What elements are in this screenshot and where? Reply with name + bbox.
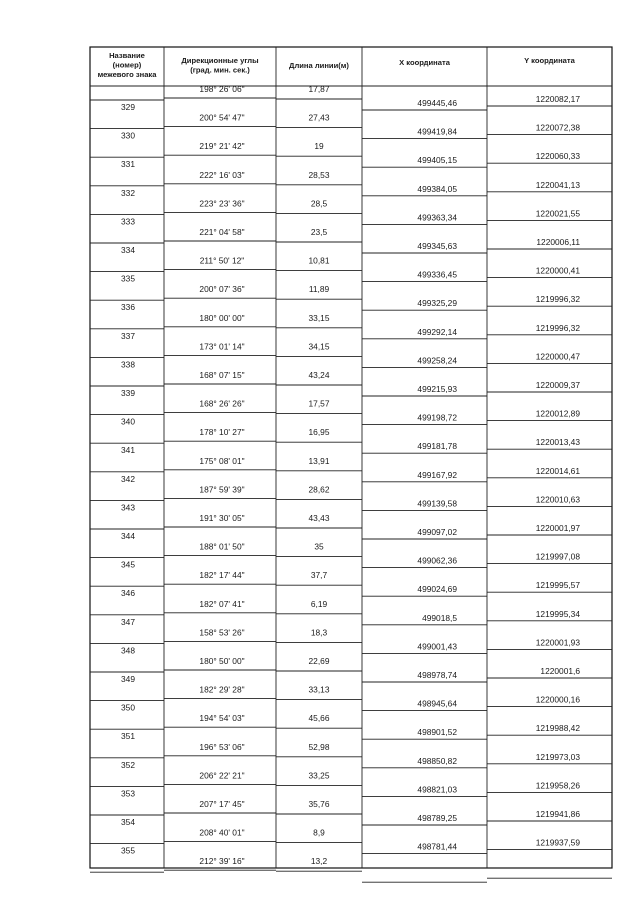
- y-coordinate: 1219941,86: [535, 809, 580, 819]
- x-coordinate: 499062,36: [417, 555, 457, 566]
- header-x: X координата: [399, 58, 450, 67]
- direction-angle: 222° 16' 03": [199, 169, 245, 180]
- point-name: 353: [121, 788, 135, 799]
- line-length: 13,2: [310, 856, 328, 867]
- x-coordinate: 499336,45: [417, 269, 457, 280]
- header-angle-line: (град. мин. сек.): [190, 65, 250, 75]
- y-coordinate: 1220000,47: [535, 351, 580, 362]
- direction-angle: 211° 50' 12": [199, 255, 245, 266]
- line-length: 6,19: [310, 598, 328, 609]
- direction-angle: 198° 26' 06": [199, 84, 245, 94]
- point-name: 335: [121, 273, 135, 284]
- direction-angle: 188° 01' 50": [199, 541, 245, 552]
- point-name: 346: [121, 588, 135, 599]
- x-coordinate: 499139,58: [417, 498, 457, 509]
- direction-angle: 168° 07' 15": [199, 370, 245, 380]
- direction-angle: 168° 26' 26": [199, 398, 245, 409]
- direction-angle: 206° 22' 21": [199, 770, 245, 781]
- header-name-line: (номер): [112, 60, 142, 70]
- line-length: 45,66: [308, 713, 330, 724]
- direction-angle: 187° 59' 39": [199, 484, 245, 495]
- line-length: 11,89: [308, 284, 330, 295]
- point-name: 334: [121, 245, 135, 255]
- line-length: 34,15: [308, 341, 330, 352]
- line-length: 27,43: [308, 112, 330, 123]
- x-coordinate: 499001,43: [417, 641, 457, 652]
- x-coordinate: 499097,02: [417, 527, 457, 537]
- point-name: 355: [121, 845, 135, 856]
- direction-angle: 178° 10' 27": [199, 427, 245, 438]
- point-name: 352: [121, 759, 135, 770]
- x-coordinate: 499198,72: [417, 412, 457, 423]
- x-coordinate: 498978,74: [417, 670, 457, 680]
- line-length: 8,9: [313, 827, 325, 838]
- line-length: 19: [314, 141, 324, 152]
- y-coordinate: 1219997,08: [535, 551, 580, 562]
- direction-angle: 212° 39' 16": [199, 856, 245, 867]
- x-coordinate: 499181,78: [417, 441, 457, 452]
- line-length: 33,13: [308, 684, 330, 695]
- point-name: 354: [121, 817, 135, 827]
- point-name: 347: [121, 616, 135, 627]
- direction-angle: 180° 50' 00": [199, 656, 245, 666]
- y-coordinate: 1220009,37: [535, 380, 580, 390]
- line-length: 16,95: [308, 427, 330, 438]
- x-coordinate: 499405,15: [417, 155, 457, 166]
- header-angle-line: Дирекционные углы: [181, 56, 259, 65]
- y-coordinate: 1220006,11: [536, 237, 580, 247]
- direction-angle: 196° 53' 06": [199, 741, 245, 752]
- direction-angle: 158° 53' 26": [199, 627, 245, 638]
- y-coordinate: 1220001,93: [535, 637, 580, 648]
- header-name-line: межевого знака: [97, 70, 157, 79]
- y-coordinate: 1219973,03: [535, 751, 580, 762]
- x-coordinate: 499292,14: [417, 326, 457, 337]
- y-coordinate: 1220082,17: [535, 94, 580, 104]
- line-length: 10,81: [308, 255, 330, 266]
- point-name: 329: [121, 102, 135, 112]
- line-length: 17,87: [308, 84, 330, 94]
- header-length: Длина линии(м): [289, 61, 349, 70]
- x-coordinate: 499363,34: [417, 212, 457, 223]
- header-name-line: Название: [109, 51, 145, 60]
- direction-angle: 191° 30' 05": [199, 513, 245, 523]
- y-coordinate: 1220010,63: [535, 494, 580, 505]
- y-coordinate: 1220072,38: [535, 122, 580, 133]
- direction-angle: 200° 07' 36": [199, 284, 245, 295]
- y-coordinate: 1219958,26: [535, 780, 580, 791]
- direction-angle: 219° 21' 42": [199, 141, 245, 152]
- x-coordinate: 499325,29: [417, 298, 457, 309]
- y-coordinate: 1219988,42: [535, 723, 580, 734]
- x-coordinate: 498821,03: [417, 784, 457, 795]
- point-name: 339: [121, 388, 135, 398]
- direction-angle: 182° 07' 41": [199, 598, 245, 609]
- point-name: 350: [121, 702, 135, 713]
- line-length: 28,62: [308, 484, 330, 495]
- point-name: 351: [121, 731, 135, 742]
- direction-angle: 180° 00' 00": [199, 312, 245, 323]
- direction-angle: 208° 40' 01": [199, 827, 245, 838]
- direction-angle: 182° 17' 44": [199, 570, 245, 581]
- point-name: 348: [121, 645, 135, 656]
- direction-angle: 194° 54' 03": [199, 713, 245, 724]
- line-length: 35,76: [308, 799, 330, 809]
- x-coordinate: 499018,5: [422, 612, 457, 623]
- line-length: 33,15: [308, 312, 330, 323]
- direction-angle: 221° 04' 58": [199, 227, 245, 237]
- direction-angle: 200° 54' 47": [199, 112, 245, 123]
- line-length: 17,57: [308, 398, 330, 409]
- x-coordinate: 499345,63: [417, 241, 457, 251]
- line-length: 22,69: [308, 656, 330, 666]
- y-coordinate: 1220021,55: [535, 208, 580, 219]
- x-coordinate: 499384,05: [417, 183, 457, 194]
- y-coordinate: 1219937,59: [535, 837, 580, 848]
- line-length: 43,24: [308, 370, 330, 380]
- line-length: 52,98: [308, 741, 330, 752]
- y-coordinate: 1220012,89: [535, 408, 580, 419]
- line-length: 35: [314, 541, 324, 552]
- direction-angle: 173° 01' 14": [199, 341, 245, 352]
- point-name: 330: [121, 130, 135, 141]
- point-name: 336: [121, 302, 135, 313]
- line-length: 43,43: [308, 513, 330, 523]
- direction-angle: 223° 23' 36": [199, 198, 245, 209]
- y-coordinate: 1220060,33: [535, 151, 580, 162]
- x-coordinate: 499419,84: [417, 126, 457, 137]
- line-length: 13,91: [308, 455, 330, 466]
- y-coordinate: 1219995,34: [535, 608, 580, 619]
- y-coordinate: 1219996,32: [535, 294, 580, 305]
- line-length: 28,53: [308, 169, 330, 180]
- point-name: 342: [121, 473, 135, 484]
- point-name: 337: [121, 330, 135, 341]
- y-coordinate: 1220000,41: [535, 265, 580, 276]
- point-name: 345: [121, 559, 135, 570]
- point-name: 341: [121, 445, 135, 456]
- x-coordinate: 499024,69: [417, 584, 457, 595]
- line-length: 18,3: [310, 627, 328, 638]
- y-coordinate: 1220001,97: [535, 523, 580, 533]
- x-coordinate: 499167,92: [417, 469, 457, 480]
- line-length: 37,7: [310, 570, 328, 581]
- x-coordinate: 499215,93: [417, 384, 457, 394]
- x-coordinate: 498901,52: [417, 727, 457, 738]
- direction-angle: 182° 29' 28": [199, 684, 245, 695]
- y-coordinate: 1219996,32: [535, 322, 580, 333]
- direction-angle: 207° 17' 45": [199, 799, 245, 809]
- y-coordinate: 1220041,13: [535, 179, 580, 190]
- line-length: 23,5: [310, 227, 328, 237]
- x-coordinate: 498850,82: [417, 755, 457, 766]
- y-coordinate: 1220014,61: [535, 465, 580, 476]
- point-name: 340: [121, 416, 135, 427]
- x-coordinate: 498781,44: [417, 841, 457, 852]
- y-coordinate: 1219995,57: [535, 580, 580, 591]
- y-coordinate: 1220001,6: [540, 666, 580, 676]
- point-name: 349: [121, 674, 135, 684]
- line-length: 28,5: [310, 198, 328, 209]
- point-name: 333: [121, 216, 135, 227]
- point-name: 338: [121, 359, 135, 370]
- y-coordinate: 1220000,16: [535, 694, 580, 705]
- line-length: 33,25: [308, 770, 330, 781]
- x-coordinate: 498945,64: [417, 698, 457, 709]
- point-name: 331: [121, 159, 135, 170]
- point-name: 344: [121, 531, 135, 541]
- direction-angle: 175° 08' 01": [199, 455, 245, 466]
- point-name: 343: [121, 502, 135, 513]
- x-coordinate: 499445,46: [417, 98, 457, 108]
- header-y: Y координата: [524, 56, 575, 65]
- y-coordinate: 1220013,43: [535, 437, 580, 448]
- x-coordinate: 499258,24: [417, 355, 457, 366]
- x-coordinate: 498789,25: [417, 813, 457, 823]
- point-name: 332: [121, 187, 135, 198]
